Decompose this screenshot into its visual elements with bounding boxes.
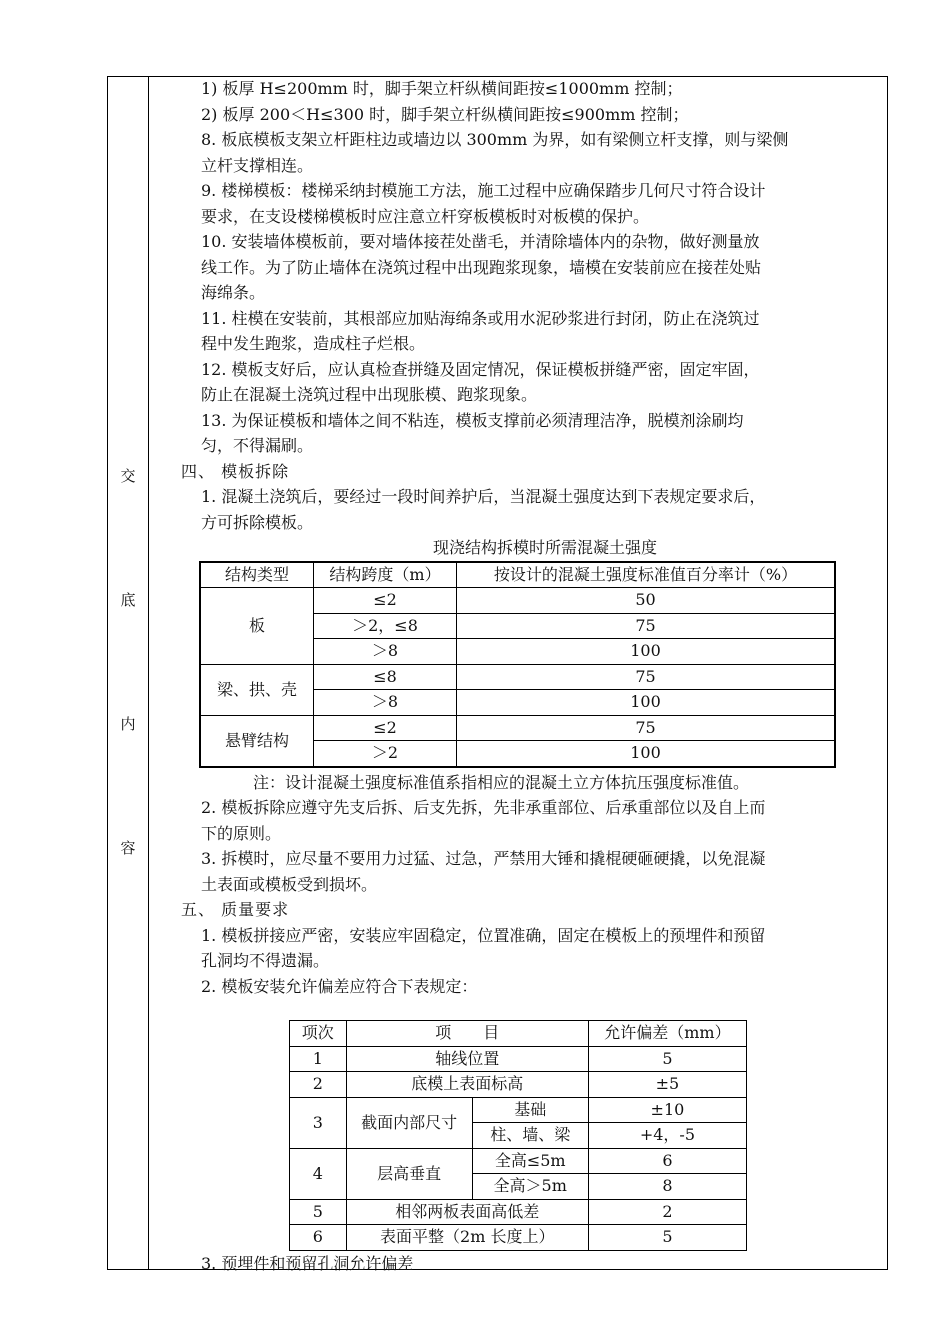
span-cell: ≤8 (314, 664, 457, 690)
span-cell: ≤2 (314, 715, 457, 741)
sub-item-cell: 基础 (472, 1097, 588, 1123)
percent-cell: 50 (457, 588, 836, 614)
span-cell: ＞8 (314, 639, 457, 665)
no-cell: 2 (290, 1072, 347, 1098)
table-row (290, 1199, 747, 1225)
header-tolerance: 允许偏差（mm） (588, 1021, 746, 1047)
para-13: 13. 为保证模板和墙体之间不粘连，模板支撑前必须清理洁净，脱模剂涂刷均 匀，不得漏刷。 (201, 410, 744, 455)
tolerance-cell: 8 (588, 1174, 746, 1200)
tolerance-cell: ±5 (588, 1072, 746, 1098)
item-cell: 底模上表面标高 (346, 1072, 588, 1098)
content-area (177, 76, 883, 1276)
side-label-3: 内 (120, 715, 136, 733)
type-cell: 梁、拱、壳 (200, 664, 314, 715)
section-4-para-3: 3. 拆模时，应尽量不要用力过猛、过急，严禁用大锤和撬棍硬砸硬撬，以免混凝 土表面或模板受到损坏。 (201, 849, 766, 894)
section-5-heading: 五、 质量要求 (181, 900, 290, 919)
side-label-4: 容 (120, 839, 136, 857)
header-no: 项次 (290, 1021, 347, 1047)
tolerance-cell: 2 (588, 1199, 746, 1225)
no-cell: 5 (290, 1199, 347, 1225)
table-header-row (290, 1021, 747, 1047)
tolerance-cell: ±10 (588, 1097, 746, 1123)
para-8: 8. 板底模板支架立杆距柱边或墙边以 300mm 为界，如有梁侧立杆支撑，则与梁侧 立杆支撑相连。 (201, 130, 789, 175)
section-4-heading: 四、 模板拆除 (181, 461, 290, 481)
column-divider (148, 77, 149, 1269)
tolerance-cell: 6 (588, 1148, 746, 1174)
table-row (290, 1046, 747, 1072)
table-row (200, 588, 835, 614)
item-cell: 截面内部尺寸 (346, 1097, 472, 1148)
span-cell: ＞2，≤8 (314, 613, 457, 639)
type-cell: 板 (200, 588, 314, 665)
section-4-para-1: 1. 混凝土浇筑后，要经过一段时间养护后，当混凝土强度达到下表规定要求后， 方可拆除模板。 (201, 487, 766, 532)
span-cell: ＞2 (314, 741, 457, 767)
no-cell: 6 (290, 1225, 347, 1251)
section-4-para-2: 2. 模板拆除应遵守先支后拆、后支先拆，先非承重部位、后承重部位以及自上而 下的原则。 (201, 798, 766, 843)
no-cell: 1 (290, 1046, 347, 1072)
item-cell: 相邻两板表面高低差 (346, 1199, 588, 1225)
para-9: 9. 楼梯模板：楼梯采纳封模施工方法，施工过程中应确保踏步几何尺寸符合设计 要求，在支设楼梯模板时应注意立杆穿板模板时对板模的保护。 (201, 181, 766, 226)
sub-item-cell: 柱、墙、梁 (472, 1123, 588, 1149)
side-label-1: 交 (120, 467, 136, 485)
type-cell: 悬臂结构 (200, 715, 314, 767)
section-5-para-1: 1. 模板拼接应严密，安装应牢固稳定，位置准确，固定在模板上的预埋件和预留 孔洞均不得遗漏。 (201, 925, 766, 970)
percent-cell: 100 (457, 741, 836, 767)
span-cell: ≤2 (314, 588, 457, 614)
para-11: 11. 柱模在安装前，其根部应加贴海绵条或用水泥砂浆进行封闭，防止在浇筑过 程中发生跑浆，造成柱子烂根。 (201, 308, 760, 353)
table-row (290, 1097, 747, 1123)
percent-cell: 100 (457, 690, 836, 716)
item-cell: 轴线位置 (346, 1046, 588, 1072)
item-cell: 表面平整（2m 长度上） (346, 1225, 588, 1251)
section-5-para-2: 2. 模板安装允许偏差应符合下表规定： (201, 976, 478, 996)
strength-table (199, 561, 836, 768)
strength-table-caption: 现浇结构拆模时所需混凝土强度 (432, 538, 657, 557)
tolerance-table (289, 1020, 747, 1251)
tolerance-cell: 5 (588, 1046, 746, 1072)
header-structure-type: 结构类型 (200, 562, 314, 588)
para-board-thickness-2: 2) 板厚 200＜H≤300 时，脚手架立杆纵横间距按≤900mm 控制； (201, 104, 689, 124)
table-header-row (200, 562, 835, 588)
sub-item-cell: 全高＞5m (472, 1174, 588, 1200)
item-cell: 层高垂直 (346, 1148, 472, 1199)
table-row (290, 1072, 747, 1098)
table-row (290, 1225, 747, 1251)
tolerance-cell: +4，-5 (588, 1123, 746, 1149)
no-cell: 4 (290, 1148, 347, 1199)
para-board-thickness-1: 1) 板厚 H≤200mm 时，脚手架立杆纵横间距按≤1000mm 控制； (201, 79, 683, 98)
header-span: 结构跨度（m） (314, 562, 457, 588)
header-item: 项 目 (346, 1021, 588, 1047)
percent-cell: 75 (457, 664, 836, 690)
table-row (290, 1148, 747, 1174)
table-row (200, 715, 835, 741)
percent-cell: 100 (457, 639, 836, 665)
table-note: 注：设计混凝土强度标准值系指相应的混凝土立方体抗压强度标准值。 (253, 772, 750, 792)
para-10: 10. 安装墙体模板前，要对墙体接茬处凿毛，并清除墙体内的杂物，做好测量放 线工作。为了防止墙体在浇筑过程中出现跑浆现象，墙模在安装前应在接茬处贴 海绵条。 (201, 232, 762, 302)
side-label-2: 底 (120, 591, 136, 609)
no-cell: 3 (290, 1097, 347, 1148)
section-5-para-3: 3. 预埋件和预留孔洞允许偏差 (201, 1253, 414, 1273)
span-cell: ＞8 (314, 690, 457, 716)
percent-cell: 75 (457, 715, 836, 741)
header-percentage: 按设计的混凝土强度标准值百分率计（%） (457, 562, 836, 588)
percent-cell: 75 (457, 613, 836, 639)
tolerance-cell: 5 (588, 1225, 746, 1251)
table-row (200, 664, 835, 690)
para-12: 12. 模板支好后，应认真检查拼缝及固定情况，保证模板拼缝严密，固定牢固， 防止在混凝土浇筑过程中出现胀模、跑浆现象。 (201, 359, 760, 404)
sub-item-cell: 全高≤5m (472, 1148, 588, 1174)
